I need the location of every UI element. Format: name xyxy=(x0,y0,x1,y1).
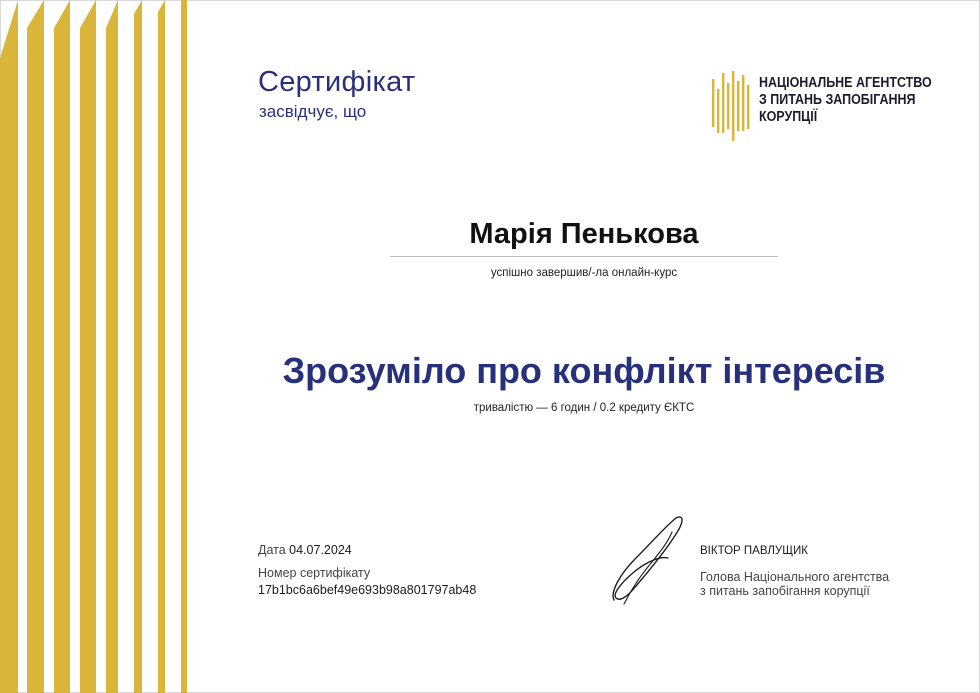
signatory-role-line: з питань запобігання корупції xyxy=(700,584,870,598)
name-underline xyxy=(390,256,778,257)
course-duration: тривалістю — 6 годин / 0.2 кредиту ЄКТС xyxy=(473,402,695,414)
date-label: Дата xyxy=(258,543,286,557)
stripe xyxy=(181,0,187,693)
completion-text: успішно завершив/-ла онлайн-курс xyxy=(490,267,678,279)
agency-name xyxy=(759,75,932,126)
stripe xyxy=(106,0,118,693)
signatory-role xyxy=(700,570,889,598)
signatory-name: ВІКТОР ПАВЛУЩИК xyxy=(700,545,808,557)
agency-name-line: КОРУПЦІЇ xyxy=(759,109,818,125)
issue-date xyxy=(258,543,352,557)
certificate-title: Сертифікат xyxy=(258,66,416,98)
stripe xyxy=(0,0,18,693)
certificate-number-value: 17b1bc6a6bef49e693b98a801797ab48 xyxy=(258,583,477,597)
certificate-number-label: Номер сертифікату xyxy=(258,566,371,580)
stripe xyxy=(27,0,44,693)
certificate-subtitle: засвідчує, що xyxy=(259,102,367,121)
signatory-role-line: Голова Національного агентства xyxy=(700,570,890,584)
recipient-name: Марія Пенькова xyxy=(469,218,699,250)
agency-name-line: З ПИТАНЬ ЗАПОБІГАННЯ xyxy=(759,92,916,108)
date-value: 04.07.2024 xyxy=(289,543,352,557)
stripe xyxy=(134,0,142,693)
stripe xyxy=(54,0,70,693)
agency-logo-icon xyxy=(711,71,753,143)
agency-logo xyxy=(711,71,941,143)
stripe xyxy=(80,0,96,693)
decorative-stripes xyxy=(0,0,200,693)
signature-image xyxy=(606,512,690,608)
stripe xyxy=(158,0,165,693)
agency-name-line: НАЦІОНАЛЬНЕ АГЕНТСТВО xyxy=(759,75,932,91)
course-title: Зрозуміло про конфлікт інтересів xyxy=(282,350,886,391)
